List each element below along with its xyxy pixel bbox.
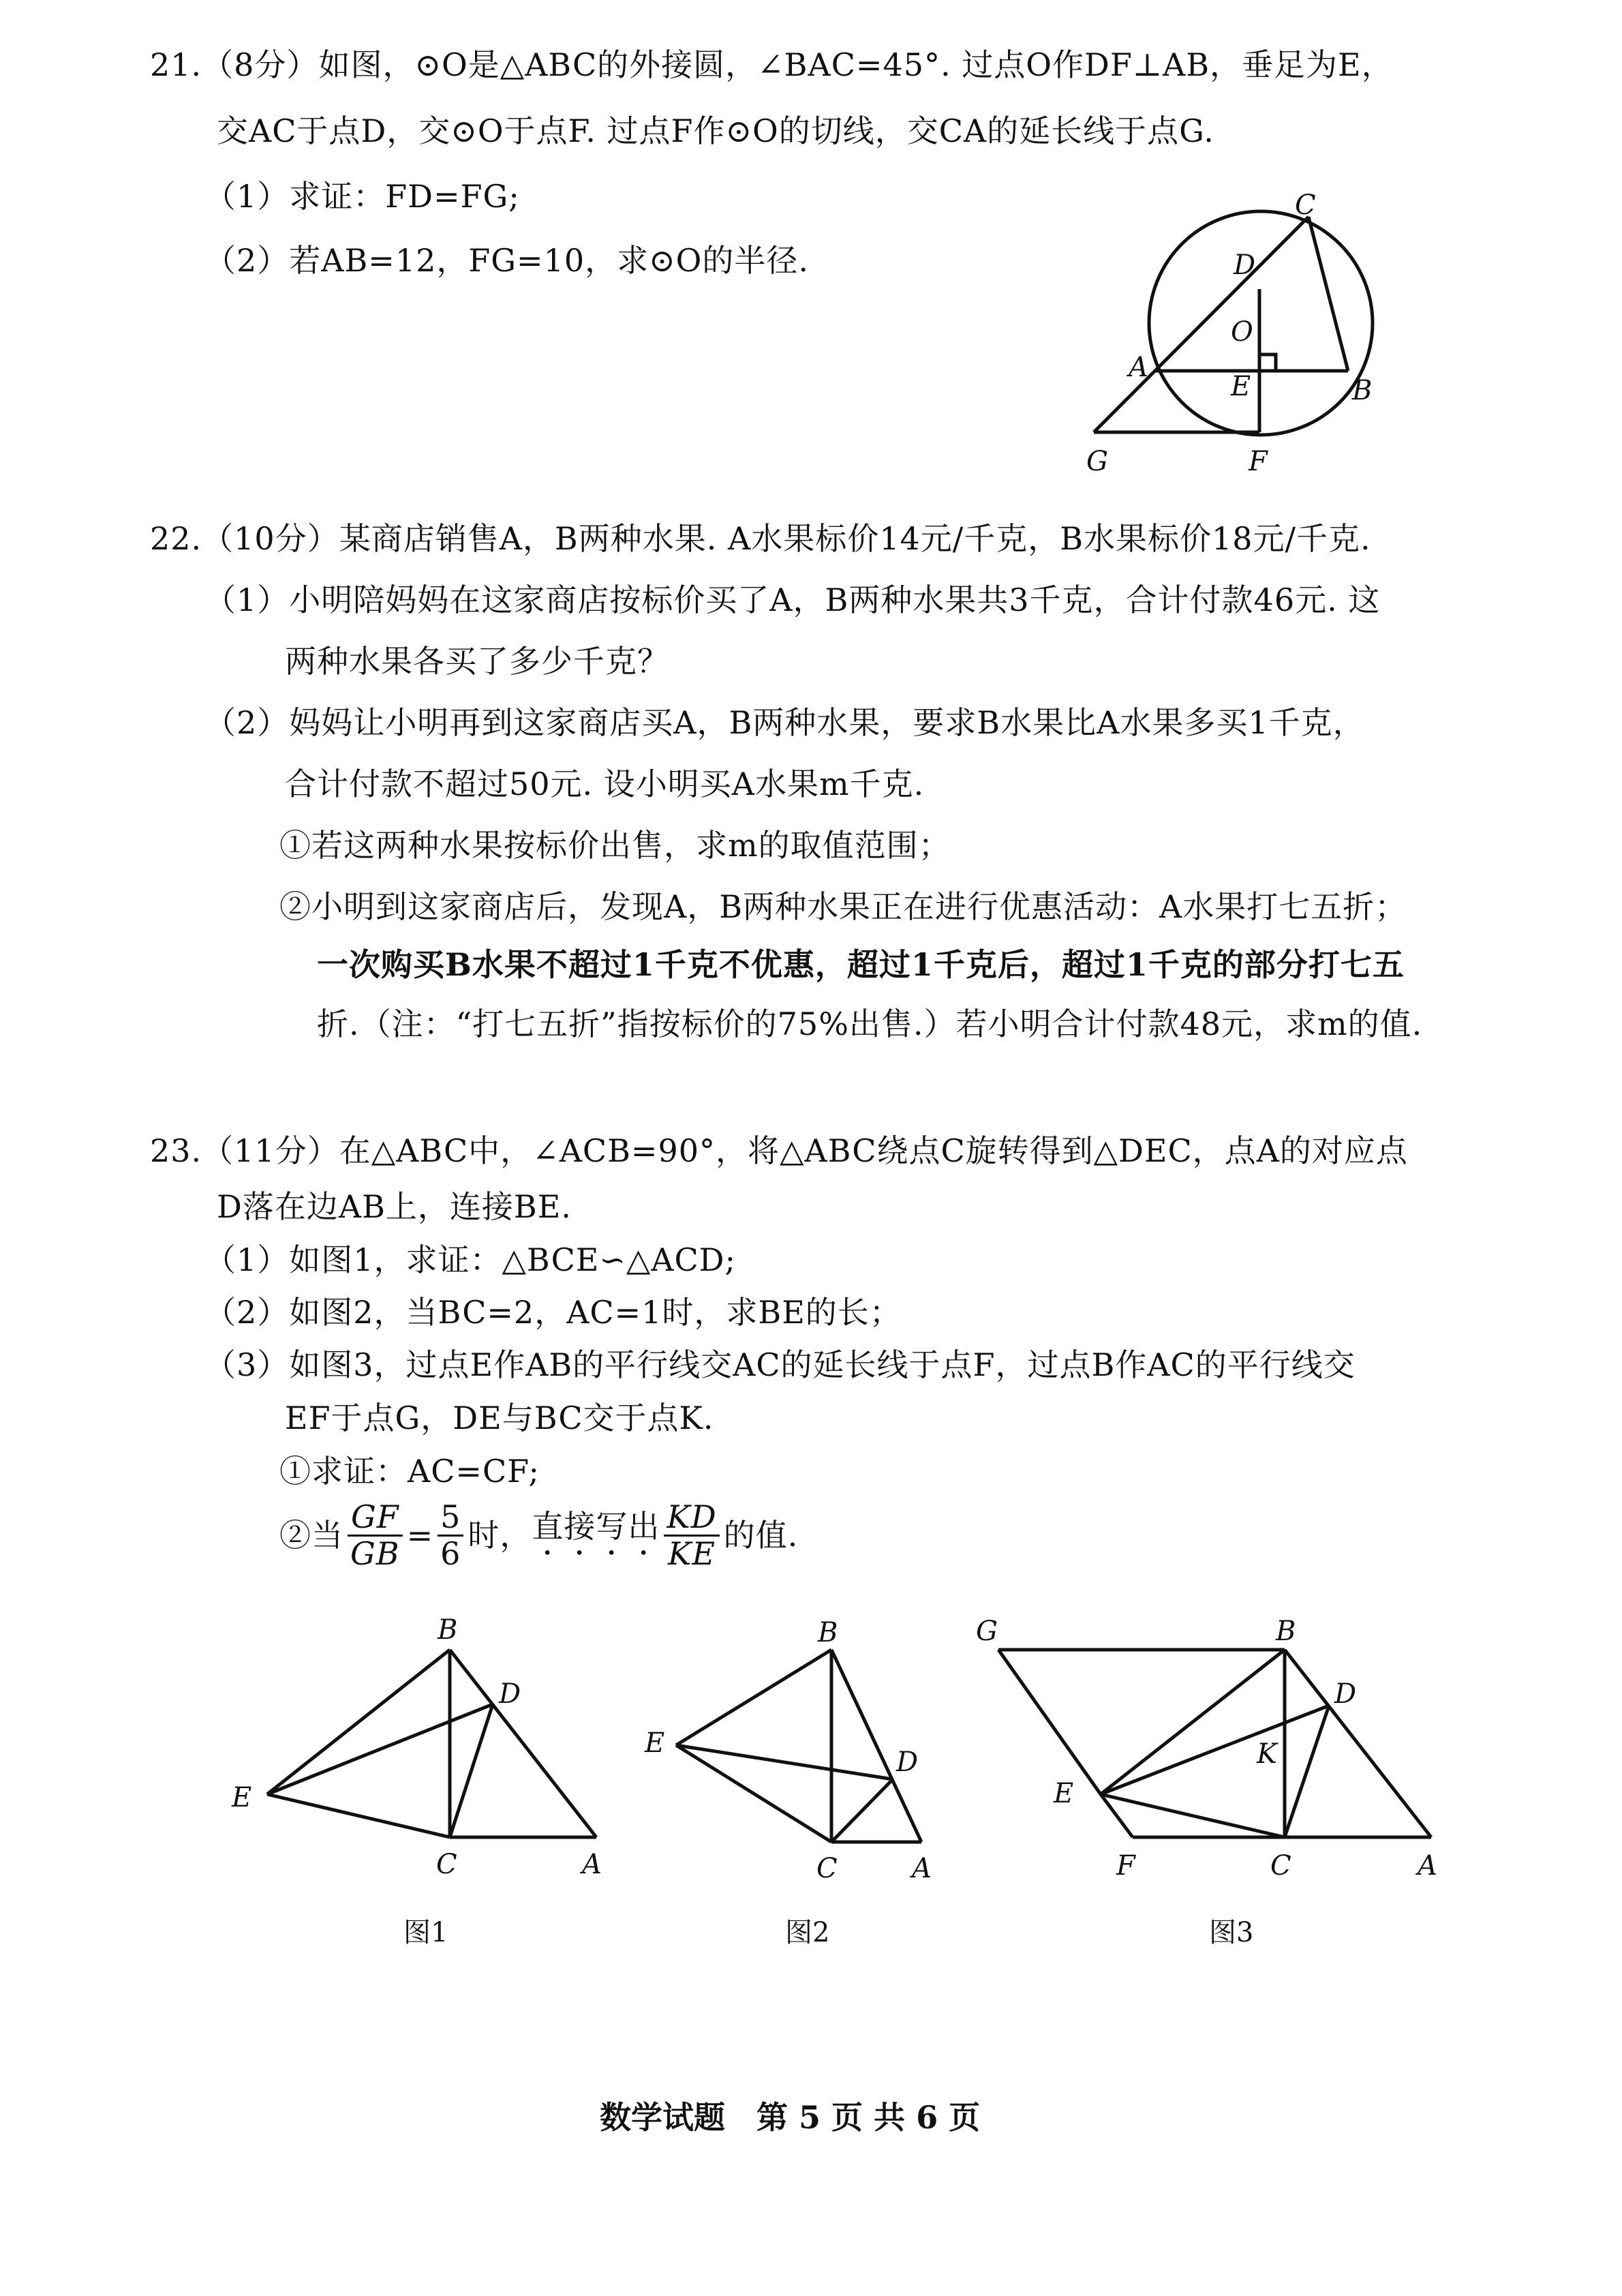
fig1-ab (450, 1650, 596, 1837)
fig1-ed (267, 1704, 493, 1794)
q22-number: 22. (150, 520, 202, 557)
fig1-label-a: A (582, 1849, 602, 1880)
q22-part1-line2: 两种水果各买了多少千克？ (285, 643, 669, 680)
q23-figure-3 (968, 1602, 1486, 1948)
q23-text-line1: 在△ABC中，∠ACB=90°，将△ABC绕点C旋转得到△DEC，点A的对应点 (339, 1132, 1408, 1169)
fig1-label-e: E (232, 1782, 252, 1813)
fig3-caption: 图3 (1209, 1917, 1254, 1948)
q23-sub2-mid1: 时， (468, 1517, 532, 1554)
q21-label-g: G (1086, 446, 1108, 477)
fig3-dc (1285, 1706, 1329, 1837)
fig3-label-e: E (1054, 1778, 1074, 1809)
q23-frac1-num: GF (348, 1500, 403, 1537)
q21-label-d: D (1234, 250, 1256, 281)
fig3-ba (1285, 1650, 1431, 1837)
q23-equals: = (406, 1517, 434, 1554)
page-footer: 数学试题 第 5 页 共 6 页 (600, 2099, 981, 2136)
q23-frac2-den: 6 (440, 1535, 461, 1572)
fig2-label-b: B (818, 1617, 838, 1648)
q23-score: （11分） (202, 1132, 339, 1169)
q23-sub2 (279, 1500, 798, 1571)
fig2-eb (676, 1650, 831, 1745)
q22-score: （10分） (202, 520, 339, 557)
fig1-caption: 图1 (403, 1917, 448, 1948)
q21-figure (1077, 190, 1486, 484)
fig2-dc (831, 1779, 893, 1842)
fig3-eb (1101, 1650, 1285, 1794)
fig1-label-c: C (436, 1849, 457, 1880)
q23-sub1: ①求证：AC=CF; (279, 1453, 540, 1490)
q21-label-c: C (1295, 190, 1316, 221)
fig3-label-d: D (1334, 1678, 1357, 1710)
q23-frac-gf-gb (348, 1500, 403, 1571)
q23-figure-2 (634, 1602, 975, 1948)
q21-line2: 交AC于点D，交⊙O于点F. 过点F作⊙O的切线，交CA的延长线于点G. (217, 112, 1214, 149)
q23-sub2-emphasis: 直接写出 (532, 1508, 660, 1545)
q21-part2: （2）若AB=12，FG=10，求⊙O的半径. (204, 242, 809, 279)
q23-line2: D落在边AB上，连接BE. (217, 1188, 572, 1225)
q22-sub2-line1: ②小明到这家商店后，发现A，B两种水果正在进行优惠活动：A水果打七五折； (279, 888, 1407, 925)
q22-sub2-line3: 折.（注：“打七五折”指按标价的75%出售.）若小明合计付款48元，求m的值. (317, 1006, 1423, 1042)
q21-text-line1: 如图，⊙O是△ABC的外接圆，∠BAC=45°. 过点O作DF⊥AB，垂足为E， (318, 46, 1394, 83)
fig2-label-a: A (912, 1853, 932, 1884)
fig3-ge (998, 1650, 1101, 1794)
q21-label-f: F (1249, 446, 1268, 477)
q23-frac-kd-ke (664, 1500, 719, 1571)
q22-part2-line1: （2）妈妈让小明再到这家商店买A，B两种水果，要求B水果比A水果多买1千克， (204, 704, 1365, 741)
q21-right-angle-mark (1259, 354, 1276, 371)
q22-text-line1: 某商店销售A，B两种水果. A水果标价14元/千克，B水果标价18元/千克. (339, 520, 1371, 557)
q21-label-e: E (1231, 371, 1251, 402)
fig1-label-d: D (499, 1678, 521, 1710)
q23-frac3-den: KE (668, 1535, 716, 1572)
q23-frac3-num: KD (664, 1500, 719, 1537)
q23-part1: （1）如图1，求证：△BCE∽△ACD; (204, 1241, 737, 1278)
fig2-caption: 图2 (785, 1917, 830, 1948)
fig2-label-e: E (645, 1727, 665, 1759)
fig2-ec (676, 1745, 831, 1842)
q22-line1 (150, 518, 1371, 559)
q21-label-o: O (1231, 316, 1253, 348)
q23-part3-line2: EF于点G，DE与BC交于点K. (285, 1400, 714, 1436)
fig2-ab (831, 1650, 921, 1842)
fig2-ed (676, 1745, 893, 1779)
q21-score: （8分） (202, 46, 319, 83)
q21-line-gc (1094, 217, 1309, 432)
fig3-label-f: F (1116, 1850, 1135, 1882)
q23-figure-1 (218, 1602, 602, 1948)
fig2-label-d: D (896, 1747, 919, 1778)
q23-part3-line1: （3）如图3，过点E作AB的平行线交AC的延长线于点F，过点B作AC的平行线交 (204, 1346, 1356, 1383)
q23-line1 (150, 1130, 1408, 1171)
q21-line-cb (1309, 217, 1348, 371)
q23-sub2-suffix: 的值. (723, 1517, 799, 1554)
q21-line1 (150, 44, 1394, 85)
q21-label-a: A (1129, 352, 1148, 383)
fig1-dc (450, 1704, 493, 1837)
fig3-label-k: K (1257, 1738, 1277, 1770)
q22-part2-line2: 合计付款不超过50元. 设小明买A水果m千克. (285, 766, 925, 802)
fig3-label-c: C (1270, 1850, 1291, 1882)
fig1-ec (267, 1794, 450, 1837)
q21-part1: （1）求证：FD=FG; (204, 178, 520, 215)
q23-frac1-den: GB (350, 1535, 400, 1572)
q23-part2: （2）如图2，当BC=2，AC=1时，求BE的长； (204, 1294, 902, 1331)
q21-number: 21. (150, 46, 202, 83)
q22-part1-line1: （1）小明陪妈妈在这家商店按标价买了A，B两种水果共3千克，合计付款46元. 这 (204, 581, 1381, 618)
fig3-label-b: B (1276, 1616, 1296, 1647)
fig3-label-g: G (976, 1616, 998, 1647)
q23-frac-5-6 (438, 1500, 463, 1571)
fig3-label-a: A (1418, 1850, 1437, 1882)
fig1-eb (267, 1650, 450, 1794)
fig1-label-b: B (438, 1614, 458, 1646)
q23-sub2-prefix: ②当 (279, 1517, 343, 1554)
q21-label-b: B (1352, 375, 1373, 406)
fig2-label-c: C (816, 1853, 838, 1884)
fig3-ed (1101, 1706, 1329, 1794)
q23-number: 23. (150, 1132, 202, 1169)
q22-sub1: ①若这两种水果按标价出售，求m的取值范围； (279, 827, 951, 864)
q23-frac2-num: 5 (438, 1500, 463, 1537)
q22-sub2-line2: 一次购买B水果不超过1千克不优惠，超过1千克后，超过1千克的部分打七五 (317, 946, 1405, 983)
